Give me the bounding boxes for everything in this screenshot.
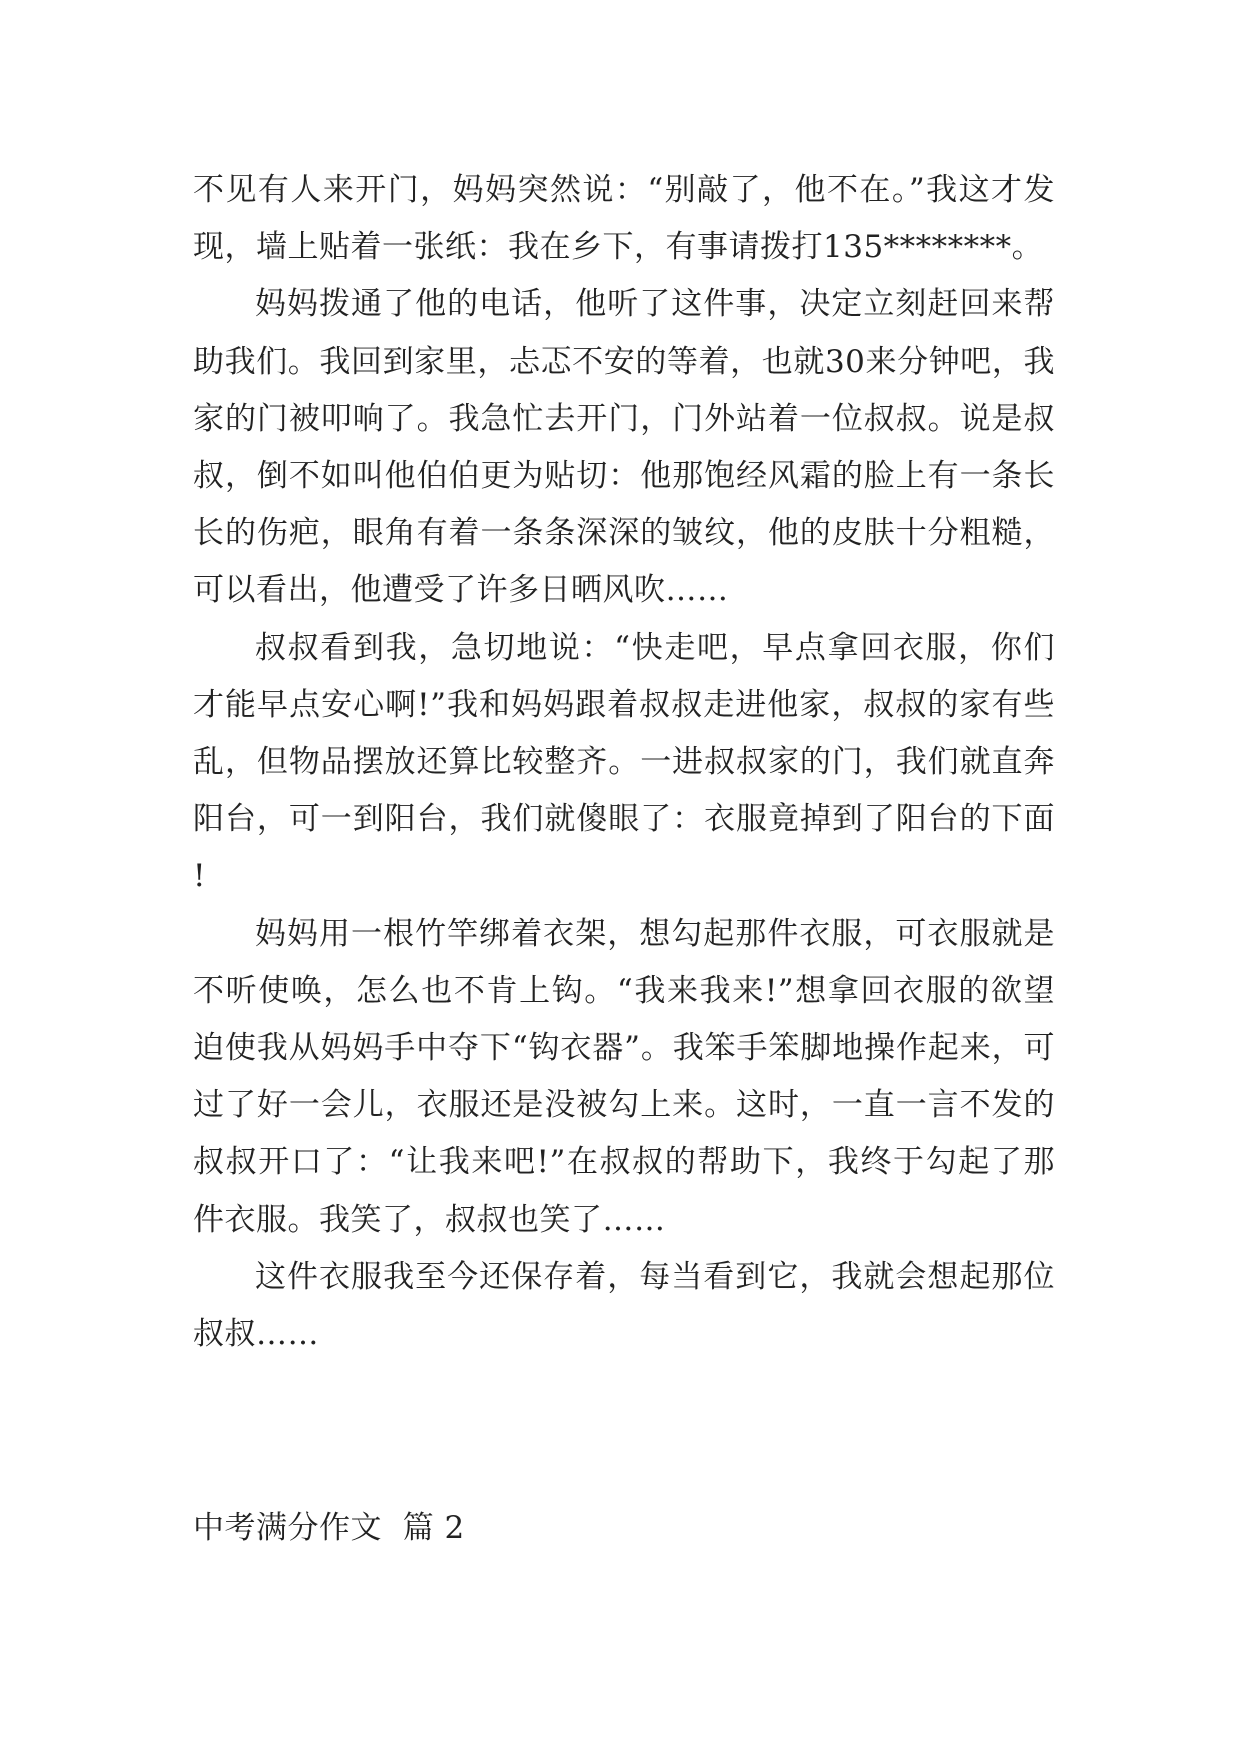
paragraph-3: 叔叔看到我，急切地说：“快走吧，早点拿回衣服，你们才能早点安心啊!”我和妈妈跟着叔叔走进他家，叔叔的家有些乱，但物品摆放还算比较整齐。一进叔叔家的门，我们就直奔阳台，可一到阳台，我们就傻眼了：衣服竟掉到了阳台的下面! — [193, 629, 1055, 895]
paragraph-4: 妈妈用一根竹竿绑着衣架，想勾起那件衣服，可衣服就是不听使唤，怎么也不肯上钩。“我来我来!”想拿回衣服的欲望迫使我从妈妈手中夺下“钩衣器”。我笨手笨脚地操作起来，可过了好一会儿，衣服还是没被勾上来。这时，一直一言不发的叔叔开口了：“让我来吧!”在叔叔的帮助下，我终于勾起了那件衣服。我笑了，叔叔也笑了…… — [193, 915, 1055, 1238]
paragraph-2: 妈妈拨通了他的电话，他听了这件事，决定立刻赶回来帮助我们。我回到家里，忐忑不安的等着，也就30来分钟吧，我家的门被叩响了。我急忙去开门，门外站着一位叔叔。说是叔叔，倒不如叫他伯伯更为贴切：他那饱经风霜的脸上有一条长长的伤疤，眼角有着一条条深深的皱纹，他的皮肤十分粗糙，可以看出，他遭受了许多日晒风吹…… — [193, 286, 1055, 609]
section-heading: 中考满分作文 篇 2 — [193, 1510, 465, 1546]
essay-body — [193, 162, 1055, 1363]
paragraph-1: 不见有人来开门，妈妈突然说：“别敲了，他不在。”我这才发现，墙上贴着一张纸：我在乡下，有事请拨打135********。 — [193, 172, 1055, 266]
paragraph-5: 这件衣服我至今还保存着，每当看到它，我就会想起那位叔叔…… — [193, 1258, 1055, 1353]
